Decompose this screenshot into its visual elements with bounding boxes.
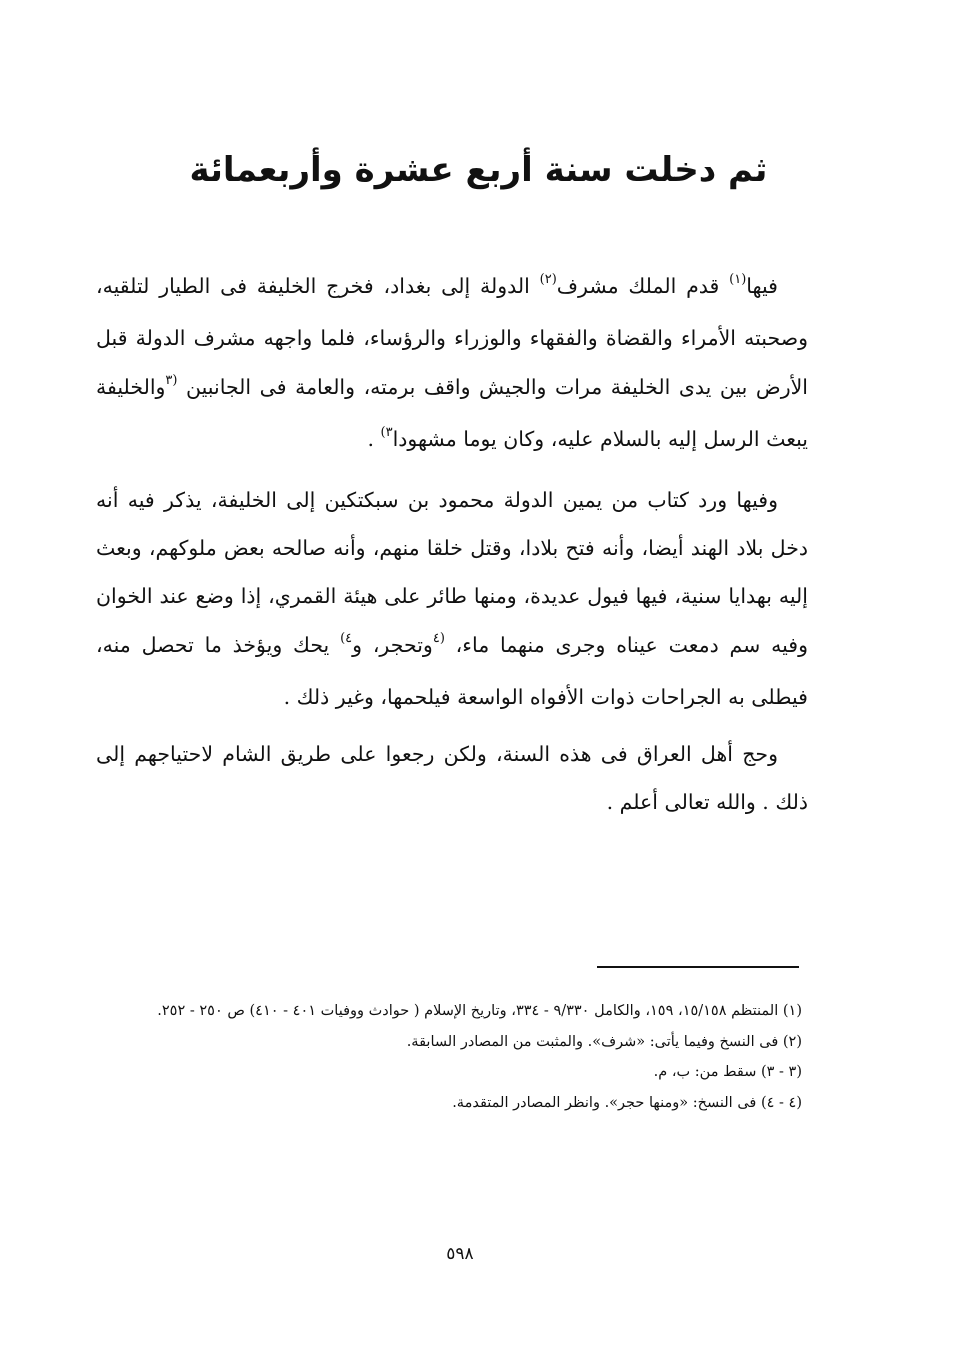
footnote-ref: ٤) bbox=[340, 630, 353, 646]
paragraph-text: وفيها ورد كتاب من يمين الدولة محمود بن سبكتكين إلى الخليفة، يذكر فيه أنه دخل بلاد الهند أيضا، وأنه فتح بلادا، وقتل خلقا منهم، وأنه صالحه بعض ملوكهم، وبعث إليه بهدايا سنية، فيها فيول عديدة، ومنها طائر على هيئة القمري، إذا وضع عند الخوان وفيه سم دمعت عيناه وجرى منهما ماء، bbox=[96, 487, 808, 657]
paragraph bbox=[96, 730, 808, 827]
main-text bbox=[96, 262, 808, 834]
footnote-divider bbox=[597, 966, 799, 968]
footnote: (٤ - ٤) فى النسخ: «ومنها حجر». وانظر المصادر المتقدمة. bbox=[452, 1094, 802, 1111]
paragraph-text: وحج أهل العراق فى هذه السنة، ولكن رجعوا على طريق الشام لاحتياجهم إلى ذلك . والله تعالى أعلم . bbox=[96, 741, 808, 815]
footnote-ref: (١) bbox=[729, 272, 747, 287]
footnote: (٢) فى النسخ وفيما يأتى: «شرف». والمثبت من المصادر السابقة. bbox=[406, 1033, 802, 1050]
footnote: (١) المنتظم ١٥/١٥٨، ١٥٩، والكامل ٩/٣٣٠ - ٣٣٤، وتاريخ الإسلام ( حوادث ووفيات ٤٠١ - ٤١٠) ص ٢٥٠ - ٢٥٢. bbox=[157, 1003, 802, 1019]
paragraph-text: وتحجر، و bbox=[352, 632, 433, 657]
paragraph-text: والخليفة يبعث الرسل إليه بالسلام عليه، وكان يوما مشهودا bbox=[96, 374, 808, 452]
footnote-ref: ٣) bbox=[380, 425, 393, 441]
paragraph-text: قدم الملك مشرف bbox=[556, 274, 730, 298]
footnote-ref: (٣ bbox=[165, 372, 178, 388]
paragraph bbox=[96, 476, 808, 722]
page-number: ٥٩٨ bbox=[446, 1244, 474, 1264]
footnote-ref: (٤ bbox=[432, 630, 445, 646]
paragraph bbox=[96, 262, 808, 468]
paragraph-text: الدولة إلى بغداد، فخرج الخليفة فى الطيار لتلقيه، وصحبته الأمراء والقضاة والفقهاء والوزراء والرؤساء، فلما واجهه مشرف الدولة قبل الأرض بين يدى الخليفة مرات والجيش واقف برمته، والعامة فى الجانبين bbox=[96, 274, 808, 399]
paragraph-text: فيها bbox=[746, 274, 778, 298]
paragraph-text: يحك ويؤخذ ما تحصل منه، فيطلى به الجراحات ذوات الأفواه الواسعة فيلحمها، وغير ذلك . bbox=[96, 632, 808, 710]
footnotes bbox=[84, 996, 802, 1118]
footnote: (٣ - ٣) سقط من: ب، م. bbox=[653, 1064, 802, 1080]
paragraph-text: . bbox=[367, 427, 381, 452]
footnote-ref: (٢) bbox=[539, 272, 557, 287]
chapter-title: ثم دخلت سنة أربع عشرة وأربعمائة bbox=[189, 150, 768, 190]
